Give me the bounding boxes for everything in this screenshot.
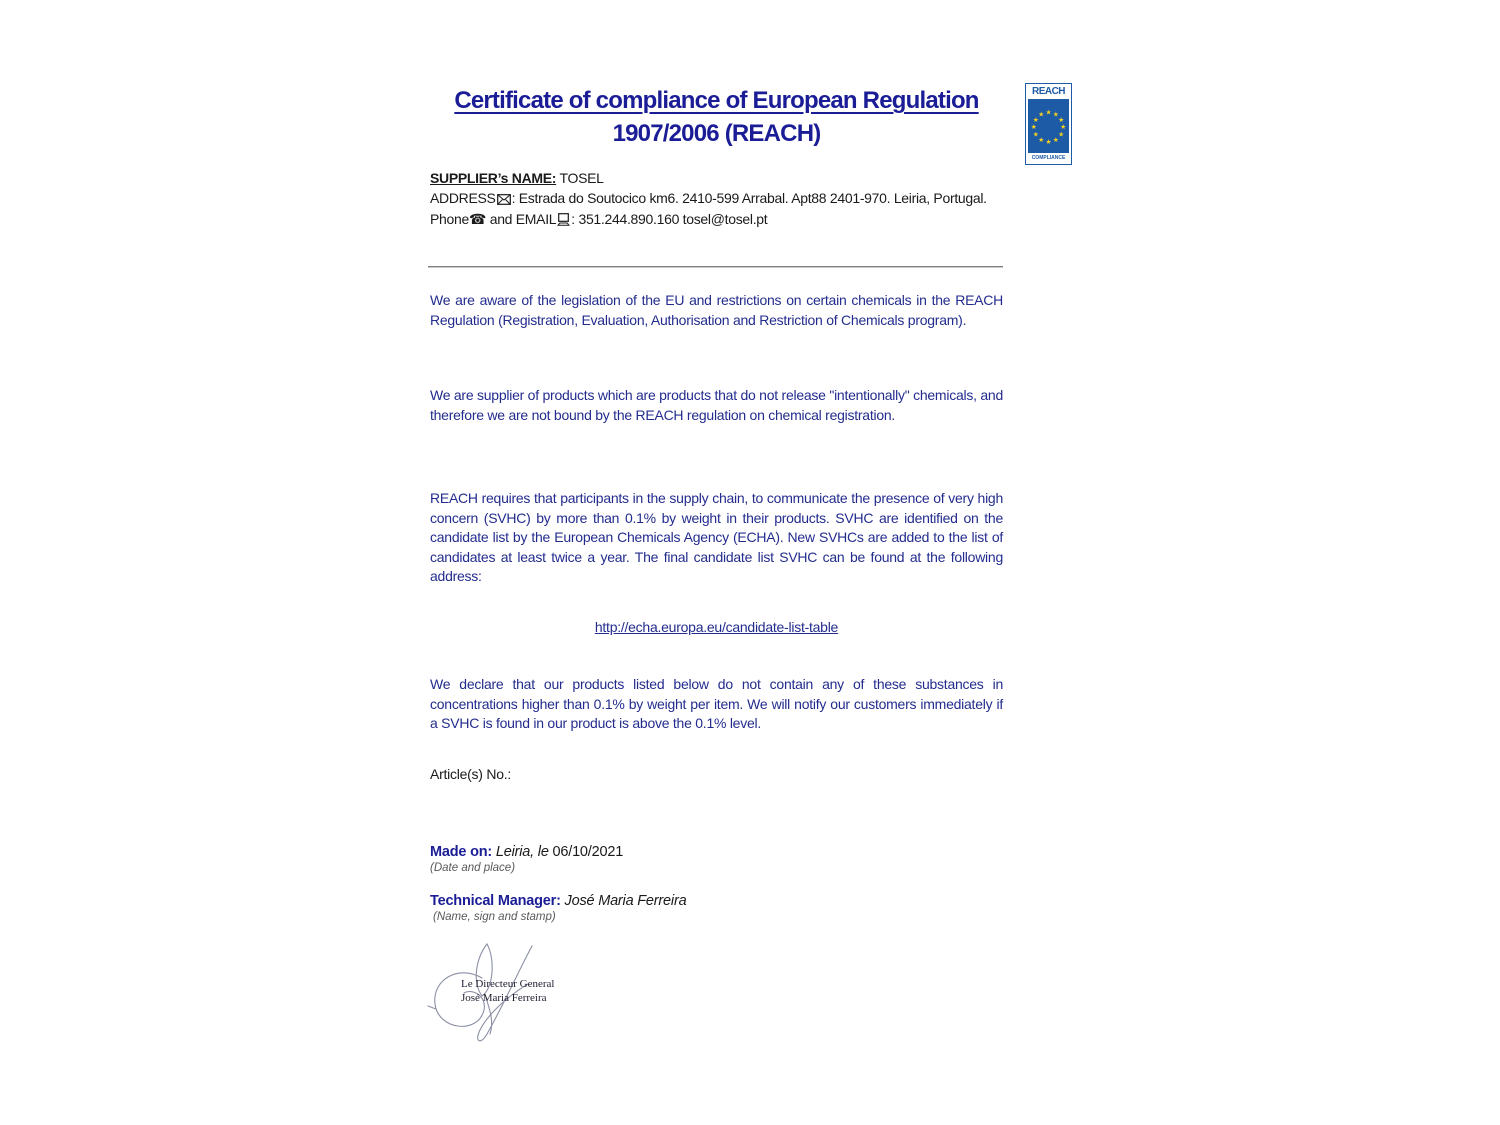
svg-text:★: ★: [1045, 137, 1052, 146]
paragraph-supplier-statement: We are supplier of products which are products that do not release "intentionally" chemicals, and therefore we are not bound by the REACH regulation on chemical registration.: [430, 387, 1003, 423]
svg-text:★: ★: [1032, 130, 1039, 139]
signature-stamp-text: Le Directeur General José Maria Ferreira: [461, 978, 555, 1004]
envelope-icon: [497, 191, 511, 211]
paragraph-awareness: We are aware of the legislation of the EU and restrictions on certain chemicals in the REACH Regulation (Registration, Evaluation, Authorisation and Restriction of Chemicals program).: [430, 292, 1003, 328]
made-on-block: [430, 844, 1003, 874]
supplier-name-line: SUPPLIER’s NAME: TOSEL: [430, 170, 604, 186]
reach-logo-text: REACH: [1031, 86, 1066, 97]
signature-area: [424, 938, 574, 1058]
svg-text:★: ★: [1030, 123, 1037, 132]
candidate-list-link[interactable]: http://echa.europa.eu/candidate-list-table: [594, 619, 839, 635]
date-place-note: (Date and place): [430, 862, 516, 874]
made-on-date: 06/10/2021: [548, 844, 624, 860]
phone-icon: ☎: [468, 211, 487, 227]
section-divider: [428, 266, 1003, 268]
paragraph-declaration: We declare that our products listed below do not contain any of these substances in concentrations higher than 0.1% by weight per item. We will notify our customers immediately if a SVHC is found in our product is above the 0.1% level.: [430, 676, 1003, 731]
svg-text:★: ★: [1045, 108, 1052, 117]
made-on-place: Leiria, le: [492, 844, 549, 860]
svg-text:★: ★: [1058, 130, 1065, 139]
reach-compliance-logo: [1025, 83, 1072, 165]
article-number-label: Article(s) No.:: [430, 766, 512, 782]
document-title: [430, 84, 1003, 150]
svg-text:★: ★: [1038, 135, 1045, 144]
eu-stars-flag-icon: [1028, 99, 1069, 153]
computer-icon: [557, 212, 570, 232]
technical-manager-block: [430, 893, 1003, 923]
manager-name: José Maria Ferreira: [560, 893, 687, 909]
paragraph-svhc-requirements: REACH requires that participants in the supply chain, to communicate the presence of very high concern (SVHC) by more than 0.1% by weight in their products. SVHC are identified on the candidate list by the European Chemicals Agency (ECHA). New SVHCs are added to the list of candidates at least twice a year. The final candidate list SVHC can be found at the following address:: [430, 490, 1003, 584]
svg-text:★: ★: [1052, 110, 1059, 119]
supplier-info: [430, 169, 1003, 232]
svg-text:★: ★: [1058, 115, 1065, 124]
svg-text:★: ★: [1052, 135, 1059, 144]
compliance-logo-text: COMPLIANCE: [1031, 155, 1066, 161]
svg-text:★: ★: [1060, 123, 1067, 132]
title-line-2: 1907/2006 (REACH): [612, 120, 821, 147]
supplier-address-line: ADDRESS : Estrada do Soutocico km6. 2410-599 Arrabal. Apt88 2401-970. Leiria, Portugal.: [430, 189, 1003, 211]
supplier-contact-line: Phone☎ and EMAIL : 351.244.890.160 tosel@tosel.pt: [430, 210, 1003, 232]
candidate-list-link-row: [430, 619, 1003, 637]
made-on-label: Made on:: [430, 844, 493, 860]
name-sign-stamp-note: (Name, sign and stamp): [433, 911, 556, 923]
manager-label: Technical Manager:: [430, 893, 561, 909]
title-line-1: Certificate of compliance of European Regulation: [454, 87, 979, 114]
svg-text:★: ★: [1038, 110, 1045, 119]
svg-text:★: ★: [1032, 115, 1039, 124]
